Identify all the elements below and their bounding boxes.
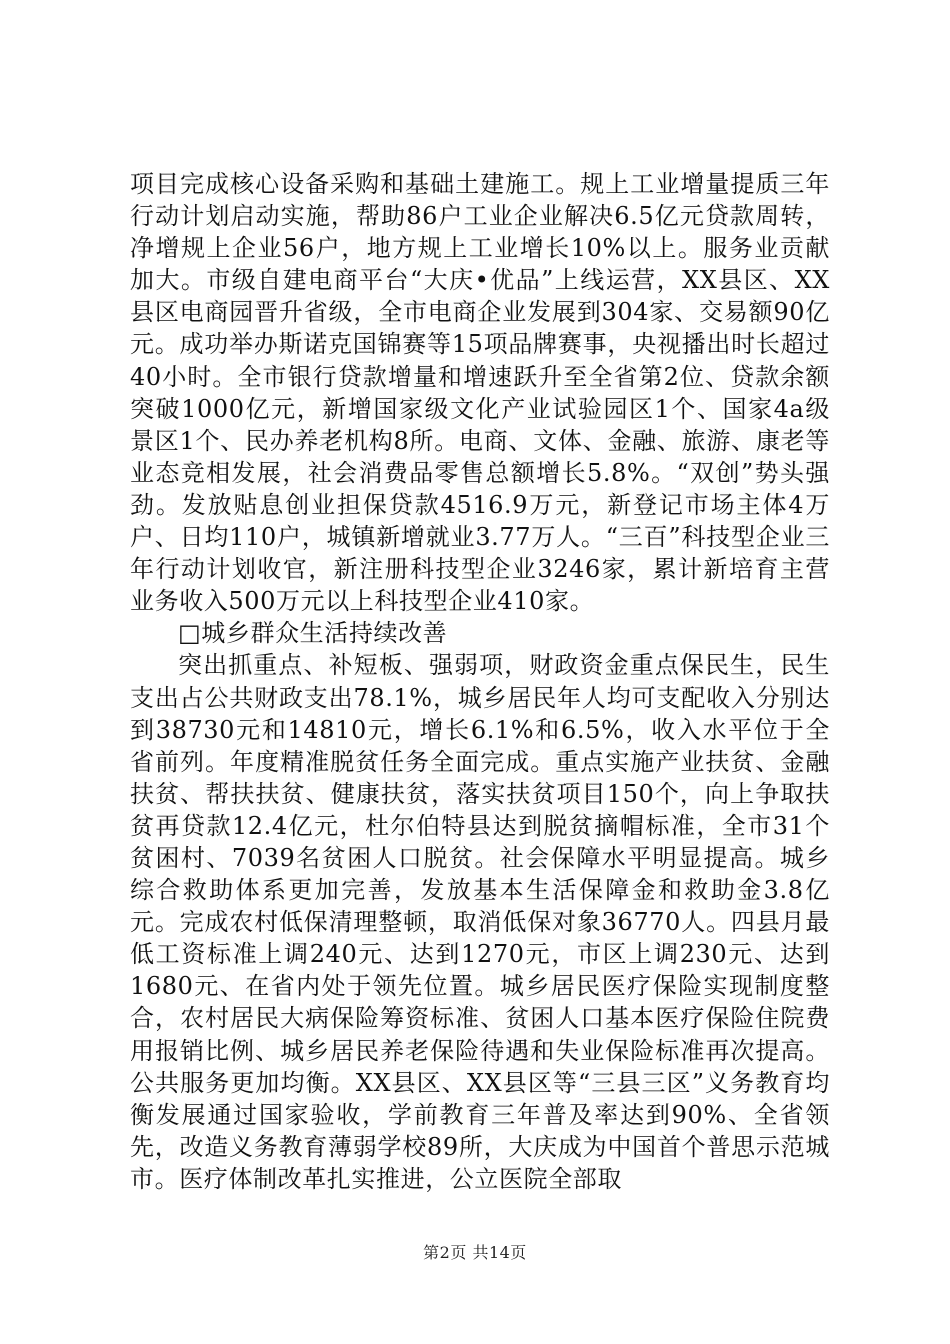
page-footer: [0, 1240, 950, 1263]
body-paragraph: 突出抓重点、补短板、强弱项，财政资金重点保民生，民生支出占公共财政支出78.1%，城乡居民年人均可支配收入分别达到38730元和14810元，增长6.1%和6.5%，收入水平位于全省前列。年度精准脱贫任务全面完成。重点实施产业扶贫、金融扶贫、帮扶扶贫、健康扶贫，落实扶贫项目150个，向上争取扶贫再贷款12.4亿元，杜尔伯特县达到脱贫摘帽标准，全市31个贫困村、7039名贫困人口脱贫。社会保障水平明显提高。城乡综合救助体系更加完善，发放基本生活保障金和救助金3.8亿元。完成农村低保清理整顿，取消低保对象36770人。四县月最低工资标准上调240元、达到1270元，市区上调230元、达到1680元、在省内处于领先位置。城乡居民医疗保险实现制度整合，农村居民大病保险筹资标准、贫困人口基本医疗保险住院费用报销比例、城乡居民养老保险待遇和失业保险标准再次提高。公共服务更加均衡。XX县区、XX县区等“三县三区”义务教育均衡发展通过国家验收，学前教育三年普及率达到90%、全省领先，改造义务教育薄弱学校89所，大庆成为中国首个普思示范城市。医疗体制改革扎实推进，公立医院全部取: [130, 651, 830, 1193]
section-heading: □城乡群众生活持续改善: [178, 619, 448, 648]
body-paragraph: 项目完成核心设备采购和基础土建施工。规上工业增量提质三年行动计划启动实施，帮助86户工业企业解决6.5亿元贷款周转，净增规上企业56户，地方规上工业增长10%以上。服务业贡献加大。市级自建电商平台“大庆•优品”上线运营，XX县区、XX县区电商园晋升省级，全市电商企业发展到304家、交易额90亿元。成功举办斯诺克国锦赛等15项品牌赛事，央视播出时长超过40小时。全市银行贷款增量和增速跃升至全省第2位、贷款余额突破1000亿元，新增国家级文化产业试验园区1个、国家4a级景区1个、民办养老机构8所。电商、文体、金融、旅游、康老等业态竞相发展，社会消费品零售总额增长5.8%。“双创”势头强劲。发放贴息创业担保贷款4516.9万元，新登记市场主体4万户、日均110户，城镇新增就业3.77万人。“三百”科技型企业三年行动计划收官，新注册科技型企业3246家，累计新培育主营业务收入500万元以上科技型企业410家。: [130, 170, 830, 616]
page-indicator: 第2页 共14页: [423, 1243, 527, 1262]
document-body: [130, 168, 830, 1195]
